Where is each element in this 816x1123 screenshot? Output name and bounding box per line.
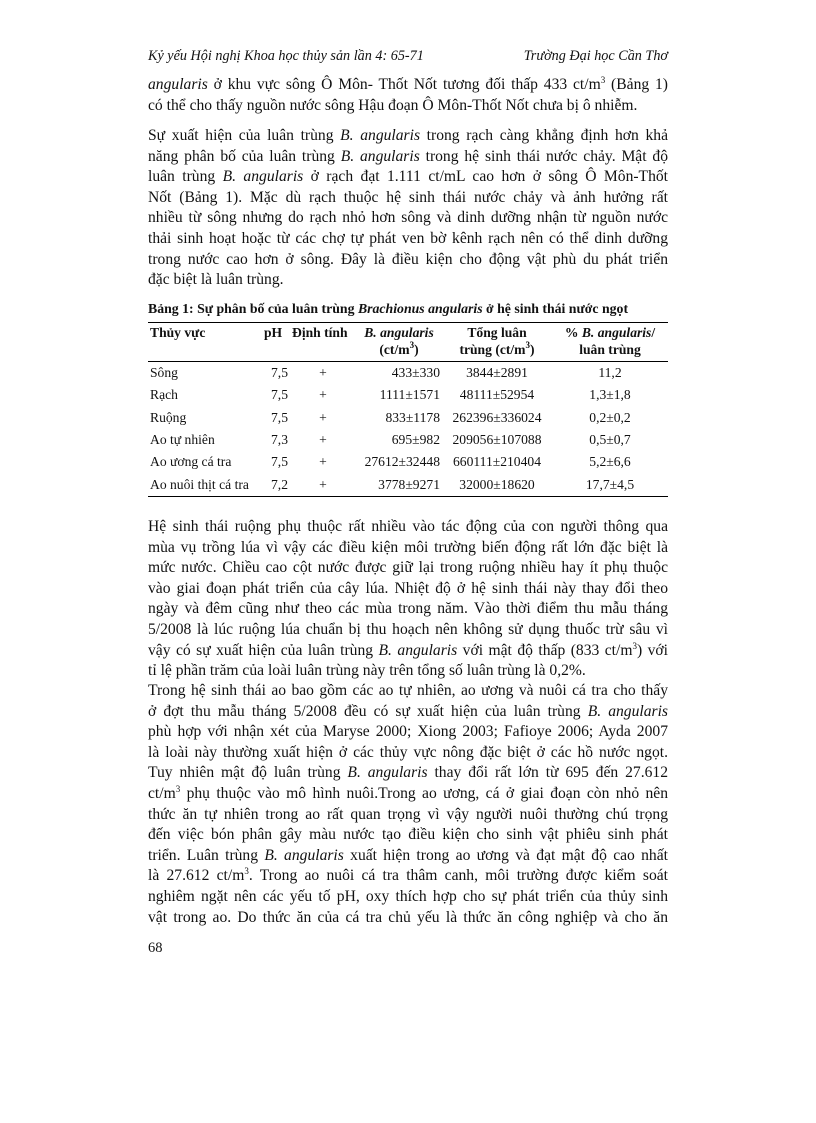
text-line: vào giai đoạn phát triển của cây lúa. Nhiệt độ ở hệ sinh thái này thay đổi theo xyxy=(148,579,668,597)
cell-b-angularis: 433±330 xyxy=(391,365,440,381)
text-line: phù hợp với nhận xét của Maryse 2000; Xiong 2003; Fafioye 2006; Ayda 2007 xyxy=(148,723,668,741)
cell-qualitative: + xyxy=(319,409,327,425)
distribution-table xyxy=(148,322,668,497)
cell-ph: 7,3 xyxy=(271,432,288,448)
table-row xyxy=(148,384,668,406)
text-line: nghiêm ngặt nên các yếu tố pH, oxy thích hợp cho sự phát triển của thủy sinh xyxy=(148,887,668,905)
header-qualitative: Định tính xyxy=(292,325,348,340)
text-line: trong nước cao hơn ở sông. Đây là điều kiện cho động vật phù du phát triển xyxy=(148,250,668,268)
cell-percent: 1,3±1,8 xyxy=(589,387,631,403)
text-line: ở đợt thu mẫu tháng 5/2008 đều có sự xuất hiện của luân trùng B. angularis xyxy=(148,702,669,720)
cell-total: 262396±336024 xyxy=(452,409,542,425)
text-line: đến việc bón phân gây màu nước tạo điều kiện cho sinh vật phiêu sinh phát xyxy=(148,826,668,844)
header-university: Trường Đại học Cần Thơ xyxy=(523,48,668,64)
text-line: luân trùng B. angularis ở rạch đạt 1.111 ct/mL cao hơn ở sông Ô Môn-Thốt xyxy=(148,168,669,186)
text-line: $ct/m^3$ phụ thuộc vào mô hình nuôi.Trong ao ương, cá ở giai đoạn còn nhỏ nên xyxy=(148,783,668,802)
paragraph-2 xyxy=(148,126,668,291)
cell-total: 209056±107088 xyxy=(452,432,542,448)
text-line: có thể cho thấy nguồn nước sông Hậu đoạn Ô Môn-Thốt Nốt chưa bị ô nhiễm. xyxy=(148,96,638,114)
text-line: là loài này thường xuất hiện ở các thủy vực nông đặc biệt ở các hồ nước ngọt. xyxy=(148,743,668,761)
table-row xyxy=(148,429,668,451)
text-line: thải sinh hoạt hoặc từ các chợ tự phát ven bờ kênh rạch nên có thể dinh dưỡng xyxy=(148,229,668,247)
cell-percent: 17,7±4,5 xyxy=(585,476,635,492)
cell-site: Ruộng xyxy=(150,409,187,425)
cell-site: Sông xyxy=(150,365,178,381)
text-line: angularis ở khu vực sông Ô Môn- Thốt Nốt tương đối thấp 433 $ct/m^3$ (Bảng 1) xyxy=(148,75,668,93)
cell-b-angularis: 3778±9271 xyxy=(378,476,440,492)
cell-qualitative: + xyxy=(319,476,327,492)
table-row xyxy=(148,362,668,385)
header-ph: pH xyxy=(264,325,283,340)
text-line: Nốt (Bảng 1). Mặc dù rạch thuộc hệ sinh thái nước chảy và ảnh hưởng rất xyxy=(148,188,668,206)
cell-percent: 0,5±0,7 xyxy=(589,432,631,448)
text-line: Tuy nhiên mật độ luân trùng B. angularis thay đổi rất lớn từ 695 đến 27.612 xyxy=(148,764,668,782)
cell-ph: 7,5 xyxy=(271,409,288,425)
cell-qualitative: + xyxy=(319,365,327,381)
text-line: Trong hệ sinh thái ao bao gồm các ao tự nhiên, ao ương và nuôi cá tra cho thấy xyxy=(148,682,668,699)
cell-b-angularis: 833±1178 xyxy=(385,409,440,425)
table-header-row xyxy=(148,323,668,362)
text-line: 5/2008 là lúc ruộng lúa chuẩn bị thu hoạch nên không sử dụng thuốc trừ sâu vì xyxy=(148,620,668,638)
text-line: Hệ sinh thái ruộng phụ thuộc rất nhiều vào tác động của con người thông qua xyxy=(148,518,668,535)
cell-ph: 7,2 xyxy=(271,476,288,492)
cell-ph: 7,5 xyxy=(271,365,288,381)
text-line: là 27.612 $ct/m^3$. Trong ao nuôi cá tra thâm canh, môi trường được kiểm soát xyxy=(148,866,668,885)
page-number: 68 xyxy=(148,940,163,956)
text-line: đặc biệt là luân trùng. xyxy=(148,271,284,289)
cell-b-angularis: 695±982 xyxy=(391,432,440,448)
text-line: mức nước. Chiều cao cột nước được giữ lại trong ruộng nhiều hay ít phụ thuộc xyxy=(148,559,668,577)
cell-site: Ao tự nhiên xyxy=(150,432,215,448)
text-line: triển. Luân trùng B. angularis xuất hiện trong ao ương và đạt mật độ cao nhất xyxy=(148,846,668,864)
text-line: nhiều từ sông nhưng do rạch nhỏ hơn sông và dinh dưỡng nhận từ nguồn nước xyxy=(148,209,668,227)
header-total-rotifers: Tổng luân trùng $(ct/m^3)$ xyxy=(459,325,535,357)
paragraph-1 xyxy=(148,75,668,116)
running-header xyxy=(148,48,668,68)
cell-b-angularis: 1111±1571 xyxy=(379,387,440,403)
header-percent: % B. angularis/ luân trùng xyxy=(564,325,656,357)
cell-ph: 7,5 xyxy=(271,387,288,403)
cell-qualitative: + xyxy=(319,454,327,470)
text-line: vậy có sự xuất hiện của luân trùng B. angularis với mật độ thấp (833 $ct/m^3$) với xyxy=(148,640,668,659)
cell-site: Ao nuôi thịt cá tra xyxy=(150,476,249,492)
cell-site: Rạch xyxy=(150,387,178,403)
cell-total: 32000±18620 xyxy=(459,476,535,492)
cell-percent: 11,2 xyxy=(598,365,622,381)
cell-percent: 0,2±0,2 xyxy=(589,409,631,425)
cell-total: 48111±52954 xyxy=(459,387,535,403)
text-line: thức ăn tự nhiên trong ao rất quan trọng vì vậy người nuôi thường chú trọng xyxy=(148,805,668,823)
cell-ph: 7,5 xyxy=(271,454,288,470)
cell-total: 3844±2891 xyxy=(466,365,528,381)
header-site: Thủy vực xyxy=(150,325,206,340)
cell-b-angularis: 27612±32448 xyxy=(364,454,440,470)
paragraph-4 xyxy=(148,681,668,928)
table-caption: Bảng 1: Sự phân bố của luân trùng Brachionus angularis ở hệ sinh thái nước ngọt xyxy=(148,301,629,316)
table-row xyxy=(148,451,668,473)
text-line: ngày và đêm cũng như theo các mùa trong năm. Vào thời điểm thu mẫu tháng xyxy=(148,600,668,618)
text-line: Sự xuất hiện của luân trùng B. angularis trong rạch càng khẳng định hơn khả xyxy=(148,127,668,144)
table-row xyxy=(148,473,668,496)
table-row xyxy=(148,407,668,429)
header-b-angularis: B. angularis $(ct/m^3)$ xyxy=(364,325,434,357)
text-line: vật trong ao. Do thức ăn của cá tra chủ yếu là thức ăn công nghiệp và cho ăn xyxy=(148,908,668,926)
cell-percent: 5,2±6,6 xyxy=(589,454,631,470)
text-line: tỉ lệ phần trăm của loài luân trùng này trên tổng số luân trùng là 0,2%. xyxy=(148,662,586,680)
text-line: năng phân bố của luân trùng B. angularis trong hệ sinh thái nước chảy. Mật độ xyxy=(148,147,668,165)
paragraph-3 xyxy=(148,517,668,682)
text-line: mùa vụ trồng lúa vì vậy các điều kiện môi trường biến động rất lớn đặc biệt là xyxy=(148,538,668,556)
cell-qualitative: + xyxy=(319,432,327,448)
cell-qualitative: + xyxy=(319,387,327,403)
cell-site: Ao ương cá tra xyxy=(150,454,232,470)
header-proceedings-title: Kỷ yếu Hội nghị Khoa học thủy sản lần 4: 65-71 xyxy=(148,48,424,64)
cell-total: 660111±210404 xyxy=(452,454,541,470)
